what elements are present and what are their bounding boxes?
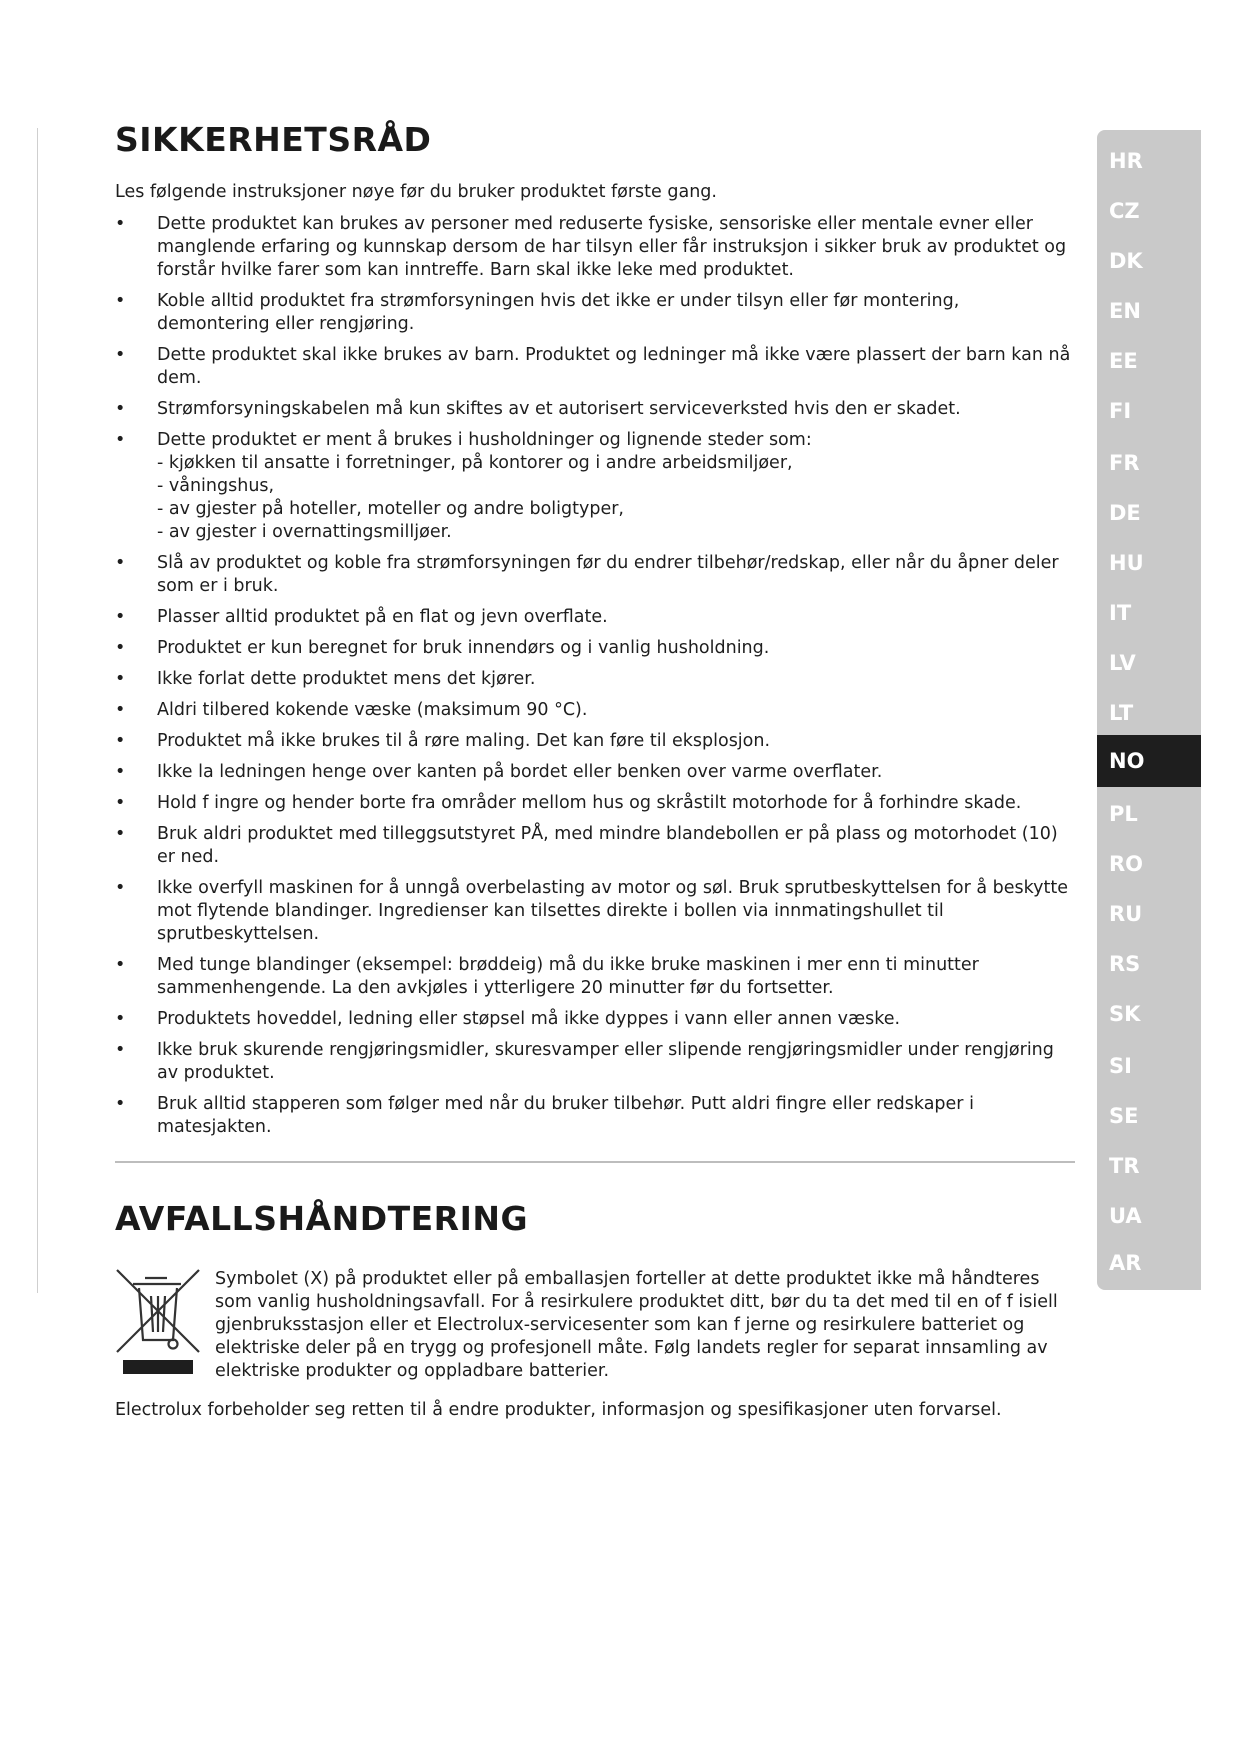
safety-item: • Med tunge blandinger (eksempel: brøddeig) må du ikke bruke maskinen i mer enn ti minutter sammenhengende. La den avkjøles i ytterligere 20 minutter før du fortsetter. <box>115 955 979 998</box>
safety-item: • Slå av produktet og koble fra strømforsyningen før du endrer tilbehør/redskap, eller når du åpner deler som er i bruk. <box>115 553 1059 596</box>
tab-lang-fr[interactable]: FR <box>1109 451 1140 475</box>
tab-lang-hu[interactable]: HU <box>1109 551 1144 575</box>
safety-sub-item: - kjøkken til ansatte i forretninger, på kontorer og i andre arbeidsmiljøer, <box>157 453 793 473</box>
safety-sub-item: - våningshus, <box>157 476 275 496</box>
language-tab-bar <box>1097 130 1201 1290</box>
disclaimer: Electrolux forbeholder seg retten til å endre produkter, informasjon og spesifikasjoner uten forvarsel. <box>115 1400 1002 1420</box>
safety-item: • Produktets hoveddel, ledning eller støpsel må ikke dyppes i vann eller annen væske. <box>115 1009 901 1029</box>
safety-item: • Produktet må ikke brukes til å røre maling. Det kan føre til eksplosjon. <box>115 731 771 751</box>
tab-lang-ua[interactable]: UA <box>1109 1204 1142 1228</box>
waste-text: Symbolet (X) på produktet eller på emballasjen forteller at dette produktet ikke må håndteres som vanlig husholdningsavfall. For å resirkulere produktet ditt, bør du ta det med til en of f isiell gjenbruksstasjon eller et Electrolux-servicesenter som kan f jerne og resirkulere batteriet og elektriske deler på en trygg og profesjonell måte. Følg landets regler for separat innsamling av elektriske produkter og oppladbare batterier. <box>215 1269 1058 1381</box>
tab-lang-ro[interactable]: RO <box>1109 852 1144 876</box>
safety-item: • Dette produktet skal ikke brukes av barn. Produktet og ledninger må ikke være plassert der barn kan nå dem. <box>115 345 1071 388</box>
tab-lang-dk[interactable]: DK <box>1109 249 1143 273</box>
safety-item: • Ikke bruk skurende rengjøringsmidler, skuresvamper eller slipende rengjøringsmidler under rengjøring av produktet. <box>115 1040 1054 1083</box>
safety-item: • Ikke la ledningen henge over kanten på bordet eller benken over varme overflater. <box>115 762 883 782</box>
safety-item: • Aldri tilbered kokende væske (maksimum 90 °C). <box>115 700 588 720</box>
tab-lang-ar[interactable]: AR <box>1109 1251 1142 1275</box>
section-divider <box>115 1161 1075 1163</box>
safety-item: • Dette produktet kan brukes av personer med reduserte fysiske, sensoriske eller mentale evner eller manglende erfaring og kunnskap dersom de har tilsyn eller får instruksjon i sikker bruk av produktet og forstår hvilke farer som kan inntreffe. Barn skal ikke leke med produktet. <box>115 214 1067 280</box>
waste-section <box>115 1268 1075 1383</box>
safety-item: • Strømforsyningskabelen må kun skiftes av et autorisert serviceverksted hvis den er skadet. <box>115 399 961 419</box>
tab-lang-si[interactable]: SI <box>1109 1054 1132 1078</box>
crossed-out-wheelie-bin-icon <box>115 1268 205 1383</box>
safety-item: • Produktet er kun beregnet for bruk innendørs og i vanlig husholdning. <box>115 638 770 658</box>
tab-lang-ee[interactable]: EE <box>1109 349 1138 373</box>
safety-list <box>115 213 1075 1139</box>
safety-item: • Dette produktet er ment å brukes i husholdninger og lignende steder som: - kjøkken til ansatte i forretninger, på kontorer og i andre arbeidsmiljøer, - våningshus, - av gjester på hoteller, moteller og andre boligtyper, - av gjester i overnattingsmilljøer. <box>115 429 1075 544</box>
tab-lang-fi[interactable]: FI <box>1109 399 1132 423</box>
margin-rule <box>37 128 38 1293</box>
page-content <box>115 120 1075 1440</box>
tab-lang-cz[interactable]: CZ <box>1109 199 1140 223</box>
tab-lang-sk[interactable]: SK <box>1109 1002 1141 1026</box>
safety-item: • Koble alltid produktet fra strømforsyningen hvis det ikke er under tilsyn eller før montering, demontering eller rengjøring. <box>115 291 960 334</box>
safety-heading: SIKKERHETSRÅD <box>115 120 432 159</box>
safety-item: • Bruk alltid stapperen som følger med når du bruker tilbehør. Putt aldri fingre eller redskaper i matesjakten. <box>115 1094 974 1137</box>
tab-lang-ru[interactable]: RU <box>1109 902 1143 926</box>
safety-item: • Bruk aldri produktet med tilleggsutstyret PÅ, med mindre blandebollen er på plass og motorhodet (10) er ned. <box>115 824 1058 867</box>
tab-lang-tr[interactable]: TR <box>1109 1154 1140 1178</box>
safety-sub-item: - av gjester i overnattingsmilljøer. <box>157 522 452 542</box>
tab-lang-pl[interactable]: PL <box>1109 802 1138 826</box>
safety-sub-item: - av gjester på hoteller, moteller og andre boligtyper, <box>157 499 624 519</box>
tab-lang-lv[interactable]: LV <box>1109 651 1136 675</box>
tab-lang-no[interactable]: NO <box>1097 735 1201 787</box>
waste-heading: AVFALLSHÅNDTERING <box>115 1199 529 1238</box>
tab-lang-en[interactable]: EN <box>1109 299 1141 323</box>
safety-item: • Ikke overfyll maskinen for å unngå overbelasting av motor og søl. Bruk sprutbeskyttelsen for å beskytte mot flytende blandinger. Ingredienser kan tilsettes direkte i bollen via innmatingshullet til sprutbeskyttelsen. <box>115 878 1069 944</box>
safety-intro: Les følgende instruksjoner nøye før du bruker produktet første gang. <box>115 182 717 202</box>
safety-item: • Ikke forlat dette produktet mens det kjører. <box>115 669 536 689</box>
tab-lang-de[interactable]: DE <box>1109 501 1141 525</box>
safety-item: • Hold f ingre og hender borte fra områder mellom hus og skråstilt motorhode for å forhindre skade. <box>115 793 1022 813</box>
tab-lang-se[interactable]: SE <box>1109 1104 1139 1128</box>
tab-lang-lt[interactable]: LT <box>1109 701 1134 725</box>
tab-lang-rs[interactable]: RS <box>1109 952 1141 976</box>
tab-lang-hr[interactable]: HR <box>1109 149 1143 173</box>
safety-item: • Plasser alltid produktet på en flat og jevn overflate. <box>115 607 608 627</box>
tab-lang-it[interactable]: IT <box>1109 601 1132 625</box>
